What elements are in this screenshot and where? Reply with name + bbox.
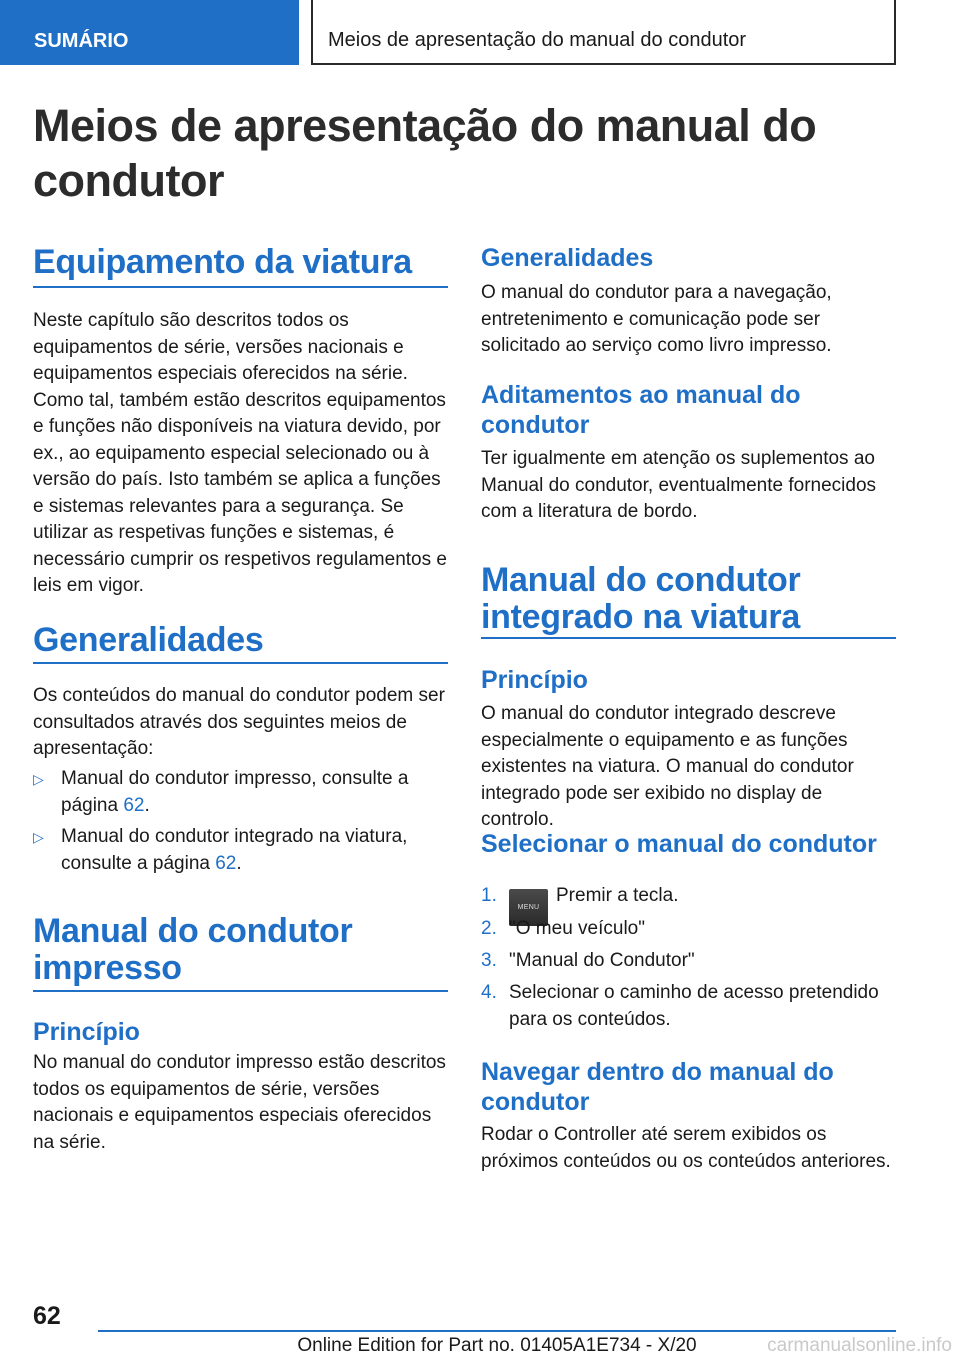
- toc-tab[interactable]: SUMÁRIO: [0, 0, 299, 65]
- footer-rule: [98, 1330, 896, 1332]
- section-rule: [33, 990, 448, 992]
- navigate-paragraph: Rodar o Controller até serem exibidos os próximos conteúdos ou os conteúdos anteriores.: [481, 1124, 891, 1172]
- list-item: ▷ Manual do condutor integrado na viatura, consulte a página 62.: [33, 826, 408, 874]
- general-paragraph: O manual do condutor para a navegação, entretenimento e comunicação pode ser solicitado ao serviço como livro impresso.: [481, 282, 832, 356]
- step-text: Premir a tecla.: [556, 885, 679, 906]
- subheading-principle: Princípio: [33, 1018, 140, 1046]
- step-item: [481, 980, 896, 1033]
- step-item: [481, 948, 896, 975]
- principle-paragraph: O manual do condutor integrado descreve especialmente o equipamento e as funções existentes na viatura. O manual do condutor integrado pode ser exibido no display de controlo.: [481, 703, 854, 830]
- triangle-right-outline-icon: ▷: [33, 829, 44, 845]
- triangle-right-outline-icon: ▷: [33, 771, 44, 787]
- subheading-select-manual: Selecionar o manual do condutor: [481, 830, 877, 858]
- list-item: ▷ Manual do condutor impresso, consulte a página 62.: [33, 768, 409, 816]
- footer-edition: Online Edition for Part no. 01405A1E734 - X/20: [297, 1335, 697, 1356]
- section-heading-printed-manual: Manual do condutor impresso: [33, 912, 353, 987]
- chapter-header-title: Meios de apresentação do manual do condutor: [311, 0, 896, 65]
- general-paragraph: Os conteúdos do manual do condutor podem ser consultados através dos seguintes meios de apresentação:: [33, 685, 445, 759]
- page-link[interactable]: 62: [215, 852, 237, 874]
- step-text: Selecionar o caminho de acesso pretendido para os conteúdos.: [509, 982, 879, 1030]
- section-heading-integrated-manual: Manual do condutor integrado na viatura: [481, 561, 801, 636]
- section-heading-general: Generalidades: [33, 621, 264, 659]
- page-title: Meios de apresentação do manual do condutor: [33, 100, 817, 206]
- step-text: "Manual do Condutor": [509, 950, 695, 971]
- step-number: 1.: [481, 885, 497, 906]
- subheading-supplements: Aditamentos ao manual do condutor: [481, 381, 801, 439]
- step-number: 2.: [481, 918, 497, 939]
- section-rule: [33, 662, 448, 664]
- equipment-paragraph: Neste capítulo são descritos todos os equipamentos de série, versões nacionais e equipamentos especiais oferecidos na série. Como tal, também estão descritos equipamentos e funções não disponíveis na viatura devido, por ex., ao equipamento especial selecionado ou à versão do país. Isto também se aplica a funções e sistemas relevantes para a segurança. Se utilizar as respetivas funções e sistemas, é necessário cumprir os respetivos regulamentos e leis em vigor.: [33, 310, 447, 596]
- section-rule: [33, 286, 448, 288]
- step-text: "O meu veículo": [509, 918, 645, 939]
- principle-paragraph: No manual do condutor impresso estão descritos todos os equipamentos de série, versões nacionais e equipamentos especiais oferecidos na série.: [33, 1052, 446, 1153]
- section-heading-equipment: Equipamento da viatura: [33, 243, 412, 281]
- watermark: carmanualsonline.info: [767, 1335, 952, 1356]
- subheading-general: Generalidades: [481, 244, 654, 272]
- subheading-principle: Princípio: [481, 666, 588, 694]
- menu-button-icon: MENU: [509, 889, 548, 926]
- page-number: 62: [33, 1302, 61, 1330]
- subheading-navigate: Navegar dentro do manual do condutor: [481, 1058, 834, 1116]
- list-item-text: Manual do condutor impresso, consulte a página: [61, 768, 409, 816]
- step-number: 3.: [481, 950, 497, 971]
- list-item-text: Manual do condutor integrado na viatura, consulte a página: [61, 826, 408, 874]
- step-item: [481, 916, 896, 943]
- supplements-paragraph: Ter igualmente em atenção os suplementos ao Manual do condutor, eventualmente fornecidos com a literatura de bordo.: [481, 448, 877, 522]
- page-link[interactable]: 62: [123, 794, 145, 816]
- step-number: 4.: [481, 982, 497, 1003]
- section-rule: [481, 637, 896, 639]
